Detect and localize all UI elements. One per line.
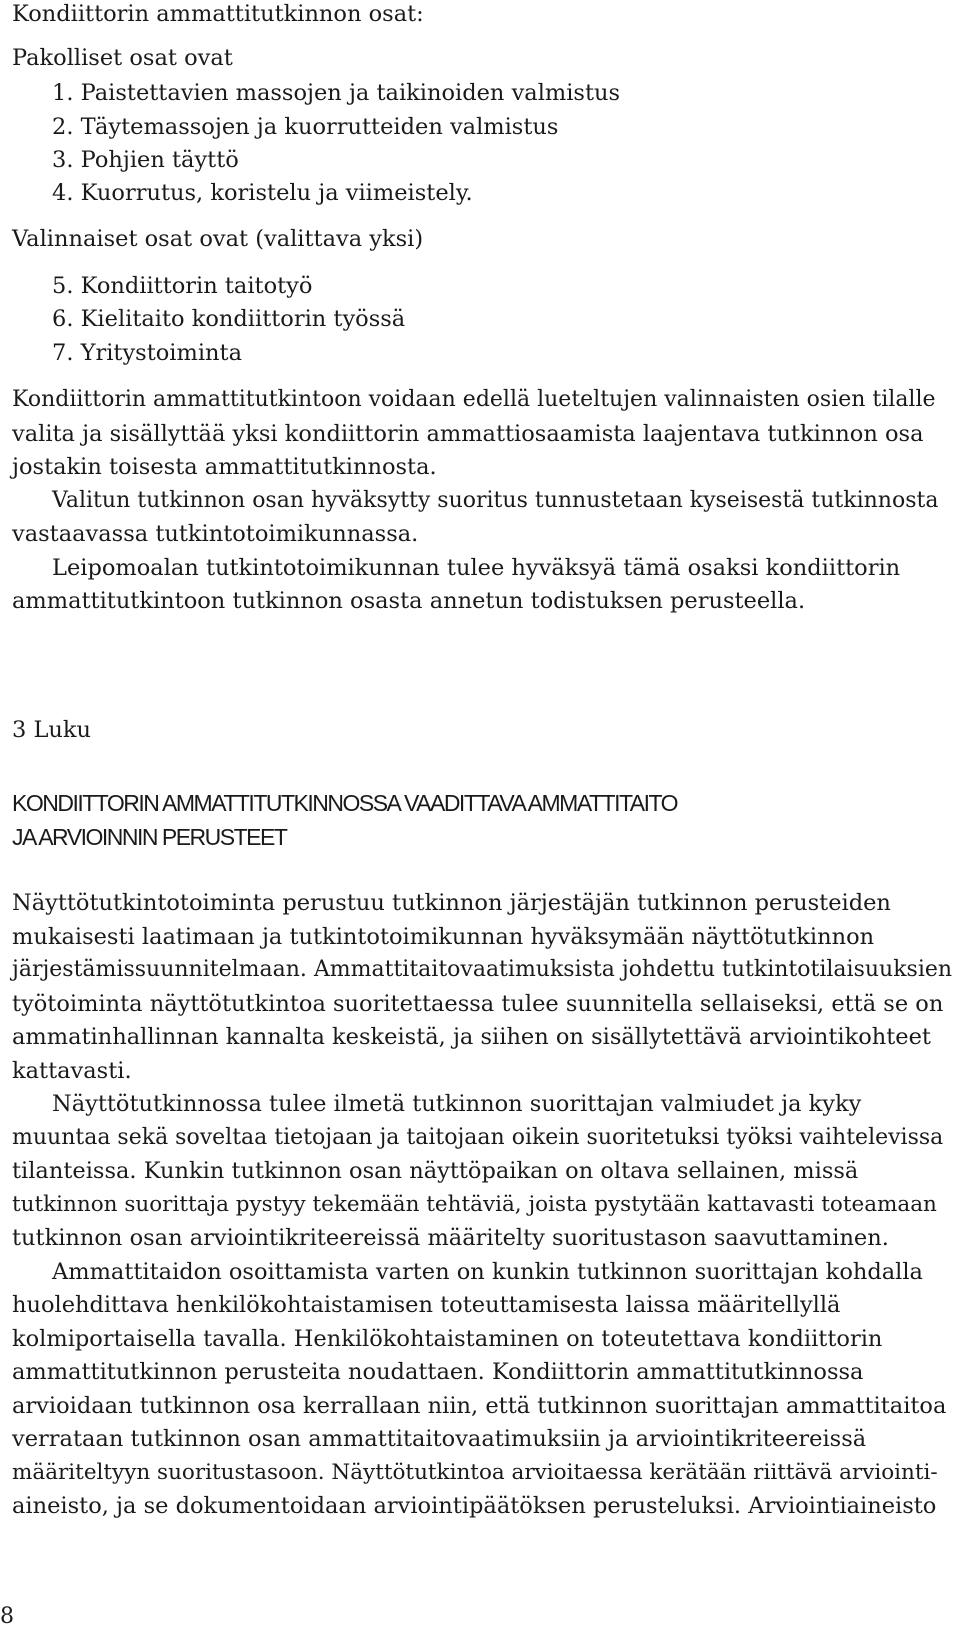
paragraph-line: muuntaa sekä soveltaa tietojaan ja taitojaan oikein suoritetuksi työksi vaihtelevissa: [12, 1125, 944, 1150]
paragraph-line: arvioidaan tutkinnon osa kerrallaan niin, että tutkinnon suorittajan ammattitaitoa: [12, 1393, 947, 1419]
paragraph-line: Ammattitaidon osoittamista varten on kunkin tutkinnon suorittajan kohdalla: [52, 1259, 923, 1285]
paragraph-line: työtoiminta näyttötutkintoa suoritettaessa tulee suunnitella sellaiseksi, että se on: [12, 991, 944, 1017]
paragraph-line: kattavasti.: [12, 1058, 132, 1084]
optional-label: Valinnaiset osat ovat (valittava yksi): [12, 226, 424, 252]
paragraph-line: ammattitutkinnon perusteita noudattaen. Kondiittorin ammattitutkinnossa: [12, 1359, 864, 1385]
page-number: 8: [0, 1604, 14, 1629]
paragraph-line: tilanteissa. Kunkin tutkinnon osan näyttöpaikan on oltava sellainen, missä: [12, 1158, 859, 1184]
list-item: 1. Paistettavien massojen ja taikinoiden valmistus: [52, 80, 621, 106]
paragraph-line: ammatinhallinnan kannalta keskeistä, ja siihen on sisällytettävä arviointikohteet: [12, 1024, 931, 1050]
paragraph-line: määriteltyyn suoritustasoon. Näyttötutkintoa arvioitaessa kerätään riittävä arviointi-: [12, 1460, 938, 1485]
paragraph-line: Leipomoalan tutkintotoimikunnan tulee hyväksyä tämä osaksi kondiittorin: [52, 555, 901, 581]
paragraph-line: aineisto, ja se dokumentoidaan arviointipäätöksen perusteluksi. Arviointiaineisto: [12, 1493, 937, 1519]
paragraph-line: tutkinnon suorittaja pystyy tekemään tehtäviä, joista pystytään kattavasti toteamaan: [12, 1192, 937, 1217]
chapter-label: 3 Luku: [12, 717, 92, 743]
paragraph-line: valita ja sisällyttää yksi kondiittorin ammattiosaamista laajentava tutkinnon osa: [12, 421, 924, 447]
paragraph-line: järjestämissuunnitelmaan. Ammattitaitovaatimuksista johdettu tutkintotilaisuuksien: [12, 957, 953, 982]
paragraph-line: huolehdittava henkilökohtaistamisen toteuttamisesta laissa määritellyllä: [12, 1292, 841, 1318]
paragraph-line: Valitun tutkinnon osan hyväksytty suoritus tunnustetaan kyseisestä tutkinnosta: [52, 488, 939, 513]
paragraph-line: vastaavassa tutkintotoimikunnassa.: [12, 521, 419, 547]
paragraph-line: Näyttötutkintotoiminta perustuu tutkinnon järjestäjän tutkinnon perusteiden: [12, 890, 891, 916]
list-item: 5. Kondiittorin taitotyö: [52, 273, 313, 299]
paragraph-line: verrataan tutkinnon osan ammattitaitovaatimuksiin ja arviointikriteereissä: [12, 1426, 867, 1452]
paragraph-line: Näyttötutkinnossa tulee ilmetä tutkinnon suorittajan valmiudet ja kyky: [52, 1091, 862, 1117]
list-item: 6. Kielitaito kondiittorin työssä: [52, 306, 406, 332]
list-item: 7. Yritystoiminta: [52, 340, 242, 366]
paragraph-line: jostakin toisesta ammattitutkinnosta.: [12, 454, 437, 480]
paragraph-line: kolmiportaisella tavalla. Henkilökohtaistaminen on toteutettava kondiittorin: [12, 1326, 883, 1352]
section-heading: JA ARVIOINNIN PERUSTEET: [12, 824, 287, 850]
paragraph-line: ammattitutkintoon tutkinnon osasta annetun todistuksen perusteella.: [12, 588, 806, 614]
list-item: 4. Kuorrutus, koristelu ja viimeistely.: [52, 180, 473, 206]
mandatory-label: Pakolliset osat ovat: [12, 45, 233, 71]
list-item: 2. Täytemassojen ja kuorrutteiden valmistus: [52, 114, 559, 140]
list-item: 3. Pohjien täyttö: [52, 147, 239, 173]
section-title: Kondiittorin ammattitutkinnon osat:: [12, 1, 424, 27]
paragraph-line: Kondiittorin ammattitutkintoon voidaan edellä lueteltujen valinnaisten osien tilalle: [12, 387, 936, 412]
paragraph-line: tutkinnon osan arviointikriteereissä määritelty suoritustason saavuttaminen.: [12, 1225, 889, 1251]
section-heading: KONDIITTORIN AMMATTITUTKINNOSSA VAADITTAVA AMMATTITAITO: [12, 790, 678, 816]
paragraph-line: mukaisesti laatimaan ja tutkintotoimikunnan hyväksymään näyttötutkinnon: [12, 924, 875, 950]
